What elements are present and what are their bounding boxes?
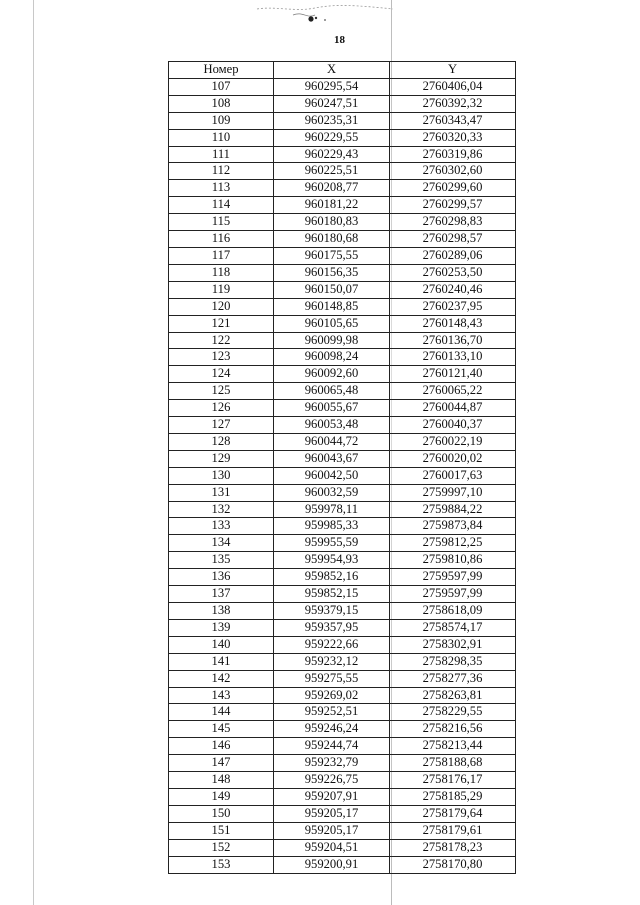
cell-y: 2759812,25 xyxy=(390,535,516,552)
table-row xyxy=(169,163,516,180)
cell-y: 2760065,22 xyxy=(390,383,516,400)
cell-number: 123 xyxy=(169,349,274,366)
cell-x: 960156,35 xyxy=(274,264,390,281)
table-row xyxy=(169,822,516,839)
table-row xyxy=(169,349,516,366)
table-row xyxy=(169,433,516,450)
cell-y: 2760299,57 xyxy=(390,197,516,214)
table-row xyxy=(169,603,516,620)
cell-x: 960208,77 xyxy=(274,180,390,197)
cell-x: 960044,72 xyxy=(274,433,390,450)
cell-y: 2760406,04 xyxy=(390,78,516,95)
cell-number: 126 xyxy=(169,400,274,417)
cell-x: 959978,11 xyxy=(274,501,390,518)
table-row xyxy=(169,281,516,298)
cell-number: 114 xyxy=(169,197,274,214)
cell-x: 960148,85 xyxy=(274,298,390,315)
cell-x: 960229,55 xyxy=(274,129,390,146)
cell-number: 131 xyxy=(169,484,274,501)
scan-smudge-mark xyxy=(255,3,395,25)
cell-number: 146 xyxy=(169,738,274,755)
cell-x: 959207,91 xyxy=(274,788,390,805)
column-header-x: X xyxy=(274,62,390,79)
cell-x: 959204,51 xyxy=(274,839,390,856)
cell-x: 960180,68 xyxy=(274,231,390,248)
table-row xyxy=(169,636,516,653)
cell-y: 2758302,91 xyxy=(390,636,516,653)
cell-number: 136 xyxy=(169,569,274,586)
table-row xyxy=(169,772,516,789)
table-row xyxy=(169,501,516,518)
cell-y: 2760148,43 xyxy=(390,315,516,332)
cell-number: 109 xyxy=(169,112,274,129)
cell-y: 2760017,63 xyxy=(390,467,516,484)
cell-number: 140 xyxy=(169,636,274,653)
cell-y: 2758229,55 xyxy=(390,704,516,721)
cell-y: 2758213,44 xyxy=(390,738,516,755)
cell-number: 112 xyxy=(169,163,274,180)
table-row xyxy=(169,247,516,264)
cell-number: 148 xyxy=(169,772,274,789)
cell-number: 153 xyxy=(169,856,274,873)
cell-x: 960295,54 xyxy=(274,78,390,95)
cell-x: 959200,91 xyxy=(274,856,390,873)
cell-y: 2760302,60 xyxy=(390,163,516,180)
cell-y: 2758179,61 xyxy=(390,822,516,839)
cell-number: 111 xyxy=(169,146,274,163)
cell-y: 2760121,40 xyxy=(390,366,516,383)
cell-y: 2758188,68 xyxy=(390,755,516,772)
cell-number: 145 xyxy=(169,721,274,738)
cell-number: 151 xyxy=(169,822,274,839)
cell-number: 119 xyxy=(169,281,274,298)
cell-x: 959232,12 xyxy=(274,653,390,670)
cell-number: 130 xyxy=(169,467,274,484)
cell-x: 960229,43 xyxy=(274,146,390,163)
cell-x: 959954,93 xyxy=(274,552,390,569)
cell-y: 2758179,64 xyxy=(390,805,516,822)
table-row xyxy=(169,332,516,349)
cell-x: 960247,51 xyxy=(274,95,390,112)
cell-y: 2760298,57 xyxy=(390,231,516,248)
cell-x: 959252,51 xyxy=(274,704,390,721)
cell-x: 959205,17 xyxy=(274,822,390,839)
cell-y: 2758574,17 xyxy=(390,619,516,636)
cell-y: 2760136,70 xyxy=(390,332,516,349)
table-row xyxy=(169,670,516,687)
column-header-y: Y xyxy=(390,62,516,79)
cell-number: 141 xyxy=(169,653,274,670)
cell-number: 118 xyxy=(169,264,274,281)
cell-y: 2760319,86 xyxy=(390,146,516,163)
cell-x: 959852,16 xyxy=(274,569,390,586)
cell-x: 959246,24 xyxy=(274,721,390,738)
cell-x: 960235,31 xyxy=(274,112,390,129)
cell-x: 960181,22 xyxy=(274,197,390,214)
cell-y: 2758185,29 xyxy=(390,788,516,805)
table-row xyxy=(169,518,516,535)
cell-y: 2760133,10 xyxy=(390,349,516,366)
cell-number: 110 xyxy=(169,129,274,146)
cell-number: 115 xyxy=(169,214,274,231)
table-row xyxy=(169,721,516,738)
cell-y: 2760240,46 xyxy=(390,281,516,298)
table-row xyxy=(169,315,516,332)
cell-number: 147 xyxy=(169,755,274,772)
cell-y: 2760343,47 xyxy=(390,112,516,129)
table-row xyxy=(169,535,516,552)
table-row xyxy=(169,180,516,197)
table-row xyxy=(169,95,516,112)
table-row xyxy=(169,197,516,214)
cell-x: 960055,67 xyxy=(274,400,390,417)
cell-x: 960225,51 xyxy=(274,163,390,180)
table-row xyxy=(169,619,516,636)
table-row xyxy=(169,552,516,569)
cell-y: 2759810,86 xyxy=(390,552,516,569)
table-row xyxy=(169,112,516,129)
cell-number: 108 xyxy=(169,95,274,112)
table-row xyxy=(169,484,516,501)
table-row xyxy=(169,417,516,434)
cell-y: 2758178,23 xyxy=(390,839,516,856)
table-row xyxy=(169,704,516,721)
table-header-row xyxy=(169,62,516,79)
table-row xyxy=(169,298,516,315)
cell-number: 144 xyxy=(169,704,274,721)
cell-x: 959226,75 xyxy=(274,772,390,789)
cell-x: 959205,17 xyxy=(274,805,390,822)
cell-x: 960092,60 xyxy=(274,366,390,383)
cell-y: 2758277,36 xyxy=(390,670,516,687)
cell-x: 960065,48 xyxy=(274,383,390,400)
scan-edge-line-left xyxy=(33,0,34,905)
cell-x: 960042,50 xyxy=(274,467,390,484)
cell-y: 2758618,09 xyxy=(390,603,516,620)
table-row xyxy=(169,214,516,231)
table-row xyxy=(169,467,516,484)
cell-y: 2759997,10 xyxy=(390,484,516,501)
page-number: 18 xyxy=(334,34,345,46)
cell-y: 2759597,99 xyxy=(390,586,516,603)
cell-y: 2760320,33 xyxy=(390,129,516,146)
cell-x: 959244,74 xyxy=(274,738,390,755)
cell-x: 960032,59 xyxy=(274,484,390,501)
cell-number: 152 xyxy=(169,839,274,856)
table-row xyxy=(169,366,516,383)
cell-number: 117 xyxy=(169,247,274,264)
cell-number: 129 xyxy=(169,450,274,467)
cell-x: 959269,02 xyxy=(274,687,390,704)
cell-y: 2758170,80 xyxy=(390,856,516,873)
cell-x: 960175,55 xyxy=(274,247,390,264)
cell-y: 2759873,84 xyxy=(390,518,516,535)
cell-y: 2760040,37 xyxy=(390,417,516,434)
cell-x: 960105,65 xyxy=(274,315,390,332)
table-row xyxy=(169,383,516,400)
cell-number: 107 xyxy=(169,78,274,95)
table-row xyxy=(169,687,516,704)
cell-y: 2760237,95 xyxy=(390,298,516,315)
table-row xyxy=(169,129,516,146)
table-row xyxy=(169,78,516,95)
table-row xyxy=(169,231,516,248)
cell-x: 960043,67 xyxy=(274,450,390,467)
cell-x: 960099,98 xyxy=(274,332,390,349)
table-body xyxy=(169,78,516,873)
coordinates-table xyxy=(168,61,516,874)
cell-number: 128 xyxy=(169,433,274,450)
cell-number: 139 xyxy=(169,619,274,636)
table-row xyxy=(169,450,516,467)
cell-x: 959955,59 xyxy=(274,535,390,552)
cell-x: 960053,48 xyxy=(274,417,390,434)
table-row xyxy=(169,856,516,873)
cell-number: 138 xyxy=(169,603,274,620)
cell-x: 959275,55 xyxy=(274,670,390,687)
cell-y: 2758263,81 xyxy=(390,687,516,704)
cell-y: 2760022,19 xyxy=(390,433,516,450)
cell-number: 133 xyxy=(169,518,274,535)
table-row xyxy=(169,788,516,805)
cell-number: 116 xyxy=(169,231,274,248)
table-row xyxy=(169,839,516,856)
cell-number: 150 xyxy=(169,805,274,822)
cell-number: 122 xyxy=(169,332,274,349)
cell-number: 135 xyxy=(169,552,274,569)
cell-number: 127 xyxy=(169,417,274,434)
cell-x: 959232,79 xyxy=(274,755,390,772)
cell-y: 2758176,17 xyxy=(390,772,516,789)
cell-y: 2760299,60 xyxy=(390,180,516,197)
table-row xyxy=(169,146,516,163)
cell-y: 2759597,99 xyxy=(390,569,516,586)
cell-x: 959357,95 xyxy=(274,619,390,636)
cell-x: 959852,15 xyxy=(274,586,390,603)
cell-y: 2760289,06 xyxy=(390,247,516,264)
table-row xyxy=(169,755,516,772)
cell-number: 149 xyxy=(169,788,274,805)
cell-y: 2760044,87 xyxy=(390,400,516,417)
cell-x: 960098,24 xyxy=(274,349,390,366)
cell-number: 134 xyxy=(169,535,274,552)
table-row xyxy=(169,569,516,586)
cell-x: 959222,66 xyxy=(274,636,390,653)
cell-x: 960180,83 xyxy=(274,214,390,231)
cell-x: 959985,33 xyxy=(274,518,390,535)
cell-x: 960150,07 xyxy=(274,281,390,298)
cell-number: 113 xyxy=(169,180,274,197)
column-header-number: Номер xyxy=(169,62,274,79)
cell-number: 143 xyxy=(169,687,274,704)
cell-y: 2760020,02 xyxy=(390,450,516,467)
table-row xyxy=(169,805,516,822)
table-row xyxy=(169,738,516,755)
cell-number: 125 xyxy=(169,383,274,400)
table-row xyxy=(169,400,516,417)
cell-y: 2760298,83 xyxy=(390,214,516,231)
cell-number: 137 xyxy=(169,586,274,603)
table-row xyxy=(169,653,516,670)
cell-y: 2760392,32 xyxy=(390,95,516,112)
cell-y: 2758216,56 xyxy=(390,721,516,738)
table-row xyxy=(169,264,516,281)
cell-y: 2758298,35 xyxy=(390,653,516,670)
cell-y: 2760253,50 xyxy=(390,264,516,281)
table-row xyxy=(169,586,516,603)
cell-number: 132 xyxy=(169,501,274,518)
cell-number: 120 xyxy=(169,298,274,315)
cell-y: 2759884,22 xyxy=(390,501,516,518)
cell-x: 959379,15 xyxy=(274,603,390,620)
cell-number: 121 xyxy=(169,315,274,332)
cell-number: 124 xyxy=(169,366,274,383)
cell-number: 142 xyxy=(169,670,274,687)
